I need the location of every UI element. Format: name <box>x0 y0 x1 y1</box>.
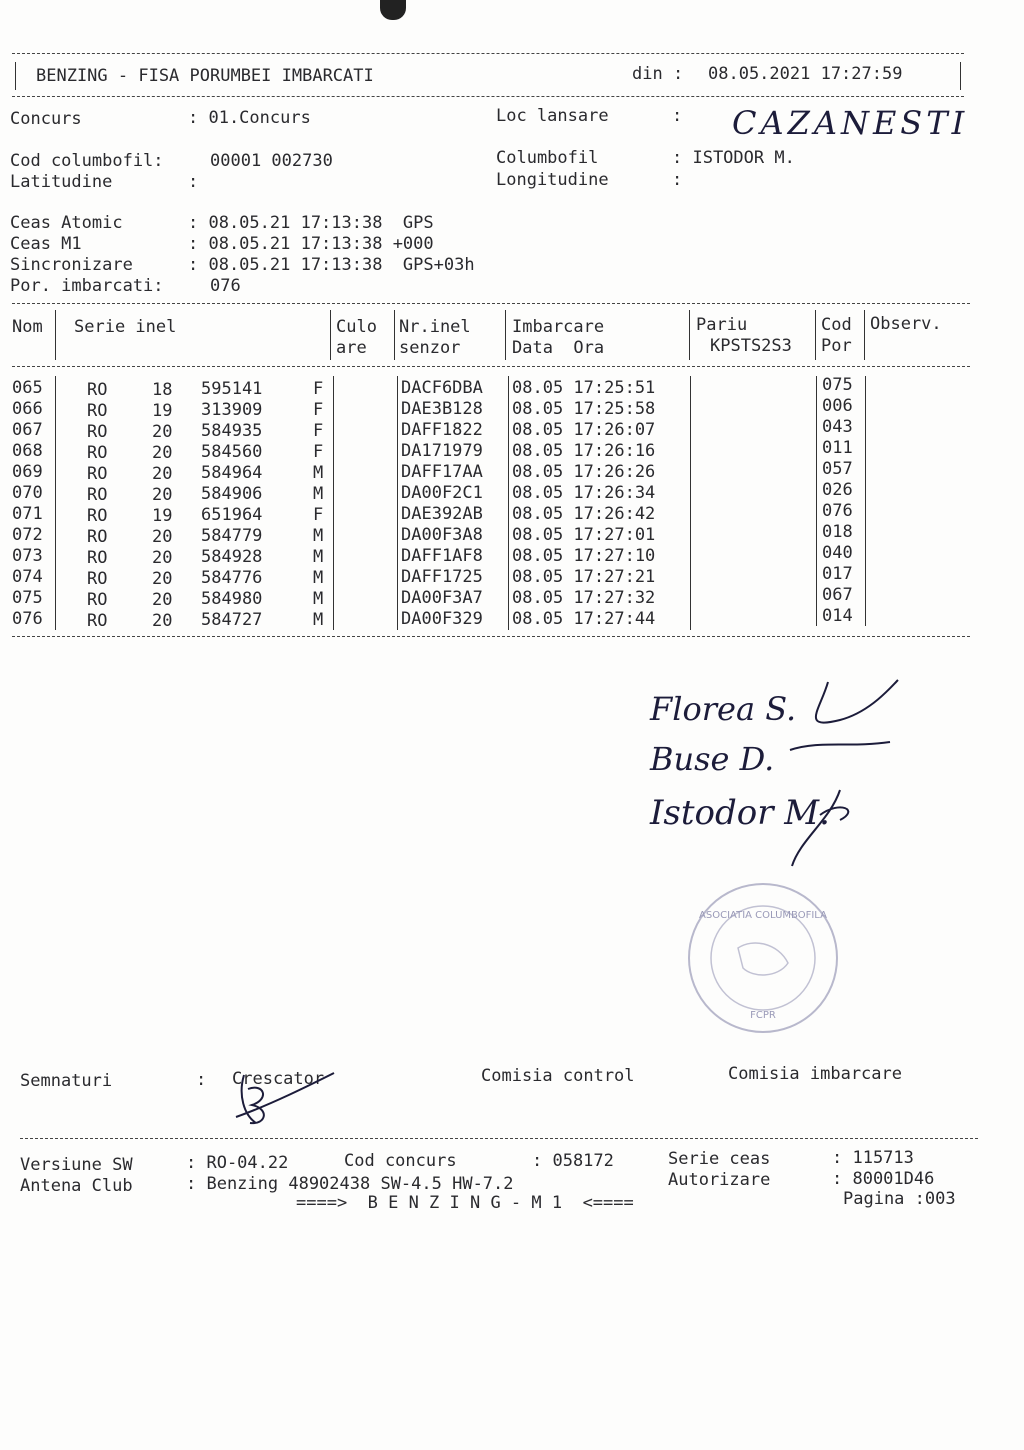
row-sex: F <box>313 379 324 399</box>
document-title: BENZING - FISA PORUMBEI IMBARCATI <box>36 66 374 86</box>
col-header-observ: Observ. <box>870 314 942 334</box>
sincronizare-label: Sincronizare <box>10 255 133 275</box>
row-nom: 066 <box>12 399 43 419</box>
col-sep <box>505 310 506 360</box>
autorizare-value: : 80001D46 <box>832 1169 935 1189</box>
loc-lansare-label: Loc lansare <box>496 106 609 126</box>
row-nom: 074 <box>12 567 43 587</box>
row-ring: 584776 <box>201 568 263 588</box>
row-year: 20 <box>152 548 173 568</box>
row-sex: M <box>313 568 324 588</box>
row-nom: 070 <box>12 483 43 503</box>
loc-lansare-colon: : <box>672 106 683 126</box>
row-nom: 072 <box>12 525 43 545</box>
row-sex: F <box>313 421 324 441</box>
concurs-label: Concurs <box>10 109 82 129</box>
row-year: 20 <box>152 485 173 505</box>
row-year: 20 <box>152 611 173 631</box>
row-senzor: DA00F3A8 <box>401 525 483 545</box>
row-country: RO <box>87 527 108 547</box>
row-imbarcare: 08.05 17:26:34 <box>512 483 656 503</box>
table-header-separator <box>12 366 970 367</box>
row-ring: 584928 <box>201 547 263 567</box>
row-cod: 006 <box>822 396 853 416</box>
row-imbarcare: 08.05 17:27:01 <box>512 525 656 545</box>
latitudine-colon: : <box>188 172 199 192</box>
row-imbarcare: 08.05 17:26:42 <box>512 504 656 524</box>
versiune-sw-label: Versiune SW <box>20 1155 133 1175</box>
row-nom: 069 <box>12 462 43 482</box>
col-sep <box>397 376 398 630</box>
row-imbarcare: 08.05 17:27:44 <box>512 609 656 629</box>
row-senzor: DA171979 <box>401 441 483 461</box>
row-year: 20 <box>152 422 173 442</box>
col-sep <box>55 376 56 630</box>
table-bottom-border <box>12 636 970 637</box>
row-sex: M <box>313 610 324 630</box>
ceas-m1-value: : 08.05.21 17:13:38 +000 <box>188 234 434 254</box>
col-header-nom: Nom <box>12 317 43 337</box>
row-senzor: DAFF1AF8 <box>401 546 483 566</box>
cod-concurs-value: : 058172 <box>532 1151 614 1171</box>
columbofil-label: Columbofil <box>496 148 599 168</box>
row-year: 20 <box>152 443 173 463</box>
row-year: 20 <box>152 464 173 484</box>
row-cod: 057 <box>822 459 853 479</box>
row-senzor: DA00F2C1 <box>401 483 483 503</box>
row-nom: 076 <box>12 609 43 629</box>
row-ring: 584779 <box>201 526 263 546</box>
row-country: RO <box>87 380 108 400</box>
col-sep <box>689 310 690 360</box>
header-bottom-border <box>12 96 964 97</box>
footer-separator <box>20 1138 978 1139</box>
col-header-culoare-1: Culo <box>336 317 377 337</box>
row-nom: 073 <box>12 546 43 566</box>
header-left-border <box>15 62 16 90</box>
col-header-pariu-1: Pariu <box>696 315 748 335</box>
row-sex: M <box>313 463 324 483</box>
row-year: 19 <box>152 401 173 421</box>
row-country: RO <box>87 443 108 463</box>
cod-columbofil-value: 00001 002730 <box>210 151 333 171</box>
row-country: RO <box>87 422 108 442</box>
cod-columbofil-label: Cod columbofil: <box>10 151 164 171</box>
row-country: RO <box>87 590 108 610</box>
table-top-border <box>12 303 970 304</box>
row-cod: 014 <box>822 606 853 626</box>
row-ring: 584906 <box>201 484 263 504</box>
row-nom: 067 <box>12 420 43 440</box>
row-country: RO <box>87 548 108 568</box>
col-header-imbarcare-2: Data Ora <box>512 338 605 358</box>
row-cod: 040 <box>822 543 853 563</box>
row-nom: 071 <box>12 504 43 524</box>
row-country: RO <box>87 485 108 505</box>
row-year: 20 <box>152 527 173 547</box>
crescator-label: Crescator <box>232 1069 325 1089</box>
benzing-banner: ====> B E N Z I N G - M 1 <==== <box>296 1193 634 1213</box>
page-number: Pagina :003 <box>843 1189 956 1209</box>
cod-concurs-label: Cod concurs <box>344 1151 457 1171</box>
longitudine-colon: : <box>672 170 683 190</box>
latitudine-label: Latitudine <box>10 172 113 192</box>
row-sex: F <box>313 400 324 420</box>
row-year: 19 <box>152 506 173 526</box>
autorizare-label: Autorizare <box>668 1170 771 1190</box>
row-year: 18 <box>152 380 173 400</box>
row-cod: 076 <box>822 501 853 521</box>
signature-buse: Buse D. <box>650 740 775 778</box>
row-senzor: DA00F329 <box>401 609 483 629</box>
antena-club-label: Antena Club <box>20 1176 133 1196</box>
row-senzor: DAFF1822 <box>401 420 483 440</box>
row-imbarcare: 08.05 17:27:32 <box>512 588 656 608</box>
row-ring: 584935 <box>201 421 263 441</box>
antena-club-value: : Benzing 48902438 SW-4.5 HW-7.2 <box>186 1174 514 1194</box>
row-imbarcare: 08.05 17:27:21 <box>512 567 656 587</box>
row-imbarcare: 08.05 17:26:16 <box>512 441 656 461</box>
row-cod: 018 <box>822 522 853 542</box>
row-senzor: DA00F3A7 <box>401 588 483 608</box>
col-header-serie-inel: Serie inel <box>74 317 177 337</box>
por-imbarcati-value: 076 <box>210 276 241 296</box>
col-sep <box>816 376 817 626</box>
crescator-signature-icon <box>230 1065 340 1135</box>
row-senzor: DAFF17AA <box>401 462 483 482</box>
row-sex: F <box>313 505 324 525</box>
col-header-cod-1: Cod <box>821 315 852 335</box>
row-cod: 011 <box>822 438 853 458</box>
row-year: 20 <box>152 569 173 589</box>
col-sep <box>865 376 866 626</box>
row-imbarcare: 08.05 17:26:26 <box>512 462 656 482</box>
din-value: 08.05.2021 17:27:59 <box>708 64 903 84</box>
col-header-pariu-2: KPSTS2S3 <box>710 336 792 356</box>
row-year: 20 <box>152 590 173 610</box>
col-sep <box>333 376 334 630</box>
col-sep <box>394 310 395 360</box>
row-cod: 075 <box>822 375 853 395</box>
comisia-control-label: Comisia control <box>481 1066 635 1086</box>
row-sex: M <box>313 547 324 567</box>
versiune-sw-value: : RO-04.22 <box>186 1153 289 1173</box>
row-senzor: DACF6DBA <box>401 378 483 398</box>
col-sep <box>508 376 509 630</box>
col-header-culoare-2: are <box>336 338 367 358</box>
col-header-nrinel-2: senzor <box>399 338 461 358</box>
row-imbarcare: 08.05 17:27:10 <box>512 546 656 566</box>
col-sep <box>690 376 691 630</box>
din-label: din : <box>632 64 684 84</box>
svg-text:ASOCIATIA COLUMBOFILA: ASOCIATIA COLUMBOFILA <box>699 910 827 921</box>
row-imbarcare: 08.05 17:25:51 <box>512 378 656 398</box>
row-ring: 313909 <box>201 400 263 420</box>
row-cod: 043 <box>822 417 853 437</box>
col-header-cod-2: Por <box>821 336 852 356</box>
signature-florea: Florea S. <box>650 690 797 728</box>
punch-hole <box>380 0 406 20</box>
row-nom: 075 <box>12 588 43 608</box>
ceas-atomic-value: : 08.05.21 17:13:38 GPS <box>188 213 434 233</box>
serie-ceas-label: Serie ceas <box>668 1149 771 1169</box>
ceas-atomic-label: Ceas Atomic <box>10 213 123 233</box>
comisia-imbarcare-label: Comisia imbarcare <box>728 1064 902 1084</box>
row-imbarcare: 08.05 17:26:07 <box>512 420 656 440</box>
row-ring: 595141 <box>201 379 263 399</box>
row-cod: 067 <box>822 585 853 605</box>
signature-flourishes-icon <box>780 670 910 870</box>
row-ring: 584980 <box>201 589 263 609</box>
col-sep <box>330 310 331 360</box>
concurs-value: : 01.Concurs <box>188 108 311 128</box>
row-nom: 068 <box>12 441 43 461</box>
row-sex: M <box>313 484 324 504</box>
row-country: RO <box>87 506 108 526</box>
ceas-m1-label: Ceas M1 <box>10 234 82 254</box>
columbofil-value: : ISTODOR M. <box>672 148 795 168</box>
row-sex: M <box>313 589 324 609</box>
row-country: RO <box>87 569 108 589</box>
row-country: RO <box>87 464 108 484</box>
row-senzor: DAE392AB <box>401 504 483 524</box>
header-right-border <box>960 62 961 90</box>
row-cod: 017 <box>822 564 853 584</box>
row-senzor: DAFF1725 <box>401 567 483 587</box>
row-country: RO <box>87 611 108 631</box>
row-ring: 584727 <box>201 610 263 630</box>
row-country: RO <box>87 401 108 421</box>
row-cod: 026 <box>822 480 853 500</box>
longitudine-label: Longitudine <box>496 170 609 190</box>
signature-istodor: Istodor M. <box>650 793 830 833</box>
row-nom: 065 <box>12 378 43 398</box>
col-sep <box>55 310 56 360</box>
row-senzor: DAE3B128 <box>401 399 483 419</box>
svg-text:FCPR: FCPR <box>750 1010 776 1021</box>
sincronizare-value: : 08.05.21 17:13:38 GPS+03h <box>188 255 475 275</box>
row-sex: M <box>313 526 324 546</box>
col-header-nrinel-1: Nr.inel <box>399 317 471 337</box>
loc-lansare-handwritten: CAZANESTI <box>732 104 969 142</box>
row-ring: 584560 <box>201 442 263 462</box>
header-top-border <box>12 53 964 54</box>
club-stamp-icon <box>683 878 843 1038</box>
semnaturi-label: Semnaturi <box>20 1071 113 1091</box>
col-sep <box>815 310 816 360</box>
row-ring: 651964 <box>201 505 263 525</box>
por-imbarcati-label: Por. imbarcati: <box>10 276 164 296</box>
col-header-imbarcare-1: Imbarcare <box>512 317 605 337</box>
serie-ceas-value: : 115713 <box>832 1148 914 1168</box>
col-sep <box>864 310 865 360</box>
semnaturi-colon: : <box>196 1070 207 1090</box>
row-imbarcare: 08.05 17:25:58 <box>512 399 656 419</box>
row-sex: F <box>313 442 324 462</box>
row-ring: 584964 <box>201 463 263 483</box>
